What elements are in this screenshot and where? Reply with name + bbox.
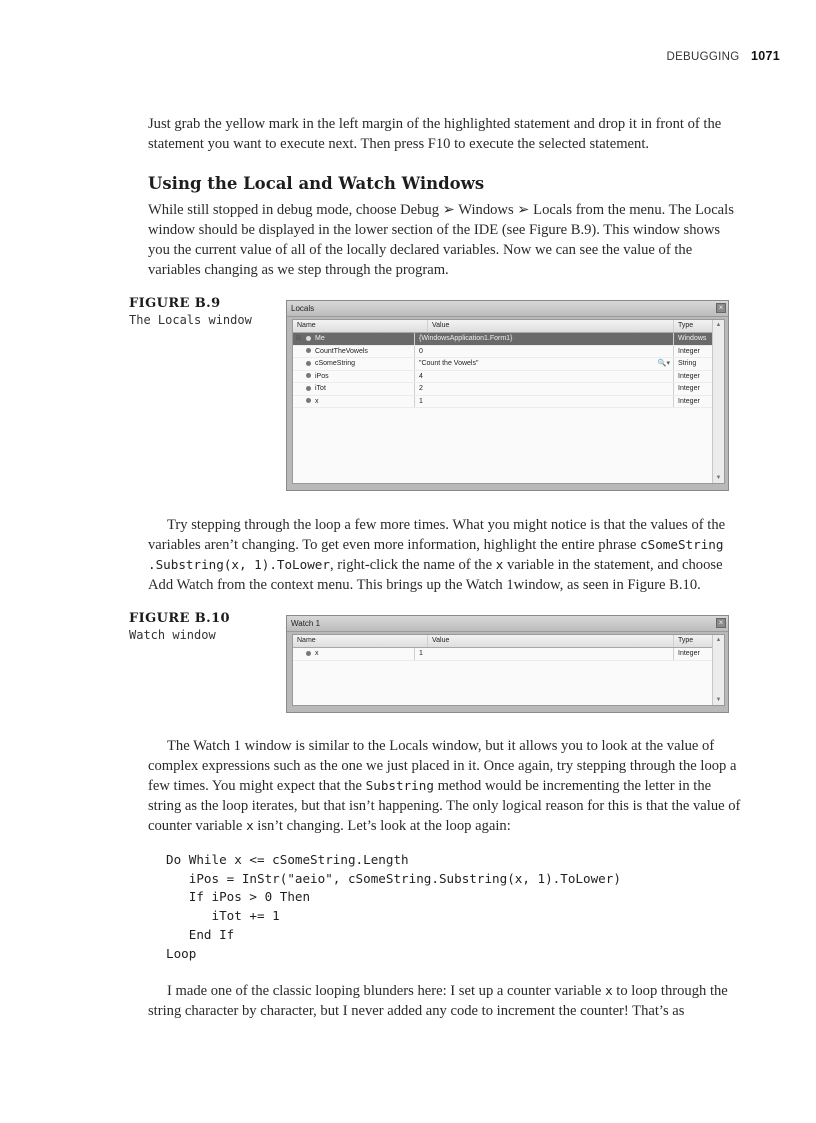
running-head [666,49,780,63]
close-icon[interactable]: × [716,303,726,313]
column-header-value[interactable]: Value [428,635,674,647]
variable-icon [306,398,311,403]
locals-row[interactable] [293,396,712,409]
inline-code: Substring [365,778,434,793]
locals-row[interactable] [293,346,712,359]
watch-window-title: Watch 1 [291,619,321,628]
variable-type: Windows [678,335,707,342]
variable-value[interactable]: 4 [415,371,674,383]
figure-b10-caption [129,611,230,642]
locals-grid-area [292,319,725,484]
variable-icon [306,361,311,366]
section-title: DEBUGGING [666,51,740,63]
watch-grid [293,635,712,661]
code-line: Do While x <= cSomeString.Length [166,852,409,867]
column-header-value[interactable]: Value [428,320,674,332]
scroll-down-icon[interactable]: ▼ [715,697,722,703]
figure-b10-title: Watch window [129,628,216,642]
locals-window-titlebar[interactable] [287,301,728,317]
watch-window [286,615,729,713]
code-line: If iPos > 0 Then [166,889,311,905]
code-line: iPos = InStr("aeio", cSomeString.Substring(x, 1).ToLower) [166,870,621,886]
inline-code: x [246,818,254,833]
paragraph-intro: Just grab the yellow mark in the left margin of the highlighted statement and drop it in front of the statement you want to execute next. Then press F10 to execute the selected statement. [148,116,722,152]
variable-icon [306,386,311,391]
close-icon[interactable]: × [716,618,726,628]
column-header-name[interactable]: Name [293,635,428,647]
watch-grid-area [292,634,725,706]
column-header-type[interactable]: Type [678,322,694,329]
expand-icon[interactable]: ⊞ [295,335,302,342]
column-header-type[interactable]: Type [678,637,694,644]
variable-name: x [315,397,319,405]
column-header-name[interactable]: Name [293,320,428,332]
variable-icon [306,336,311,341]
paragraph-watch-intro: Try stepping through the loop a few more times. What you might notice is that the values of the variables aren’t changing. To get even more information, highlight the entire phrase cSomeString .Substring(x, 1).ToLower, right-click the name of the x variable in the statement, and choose Add Watch from the context menu. This brings up the Watch 1window, as seen in Figure B.10. [148,517,726,593]
variable-type: String [678,360,697,367]
locals-row[interactable] [293,358,712,371]
vertical-scrollbar[interactable] [712,320,724,483]
variable-icon [306,651,311,656]
inline-code: cSomeString [640,537,724,552]
locals-row[interactable] [293,383,712,396]
watch-window-titlebar[interactable] [287,616,728,632]
figure-b9-label: FIGURE B.9 [129,296,221,311]
variable-type: Integer [678,397,700,405]
variable-value[interactable]: 1 [415,648,674,660]
variable-icon [306,373,311,378]
variable-value[interactable]: {WindowsApplication1.Form1} [415,333,674,345]
locals-window [286,300,729,491]
paragraph-watch-explain: The Watch 1 window is similar to the Locals window, but it allows you to look at the value of complex expressions such as the one we just placed in it. Once again, try stepping through the loop a few times. You might expect that the Substring method would be incrementing the letter in the string as the loop iterates, but that isn’t happening. The only logical reason for this is that the value of counter variable x isn’t changing. Let’s look at the loop again: [148,738,741,834]
locals-window-title: Locals [291,304,315,313]
figure-b9-caption [129,296,252,327]
locals-grid-header [293,320,712,333]
variable-value[interactable]: 2 [415,383,674,395]
inline-code: .Substring(x, 1).ToLower [148,557,330,572]
code-listing [166,851,621,963]
code-line: Loop [166,945,197,961]
vertical-scrollbar[interactable] [712,635,724,705]
variable-value[interactable]: 0 [415,346,674,358]
locals-row[interactable] [293,371,712,384]
paragraph-locals: While still stopped in debug mode, choose Debug ➢ Windows ➢ Locals from the menu. The Locals window should be displayed in the lower section of the IDE (see Figure B.9). This window shows you the current value of all of the locally declared variables. Now we can see the value of the variables changing as we step through the program. [148,202,734,278]
figure-b10-label: FIGURE B.10 [129,611,230,626]
variable-name: cSomeString [315,360,356,367]
code-line: End If [166,926,235,942]
watch-grid-header [293,635,712,648]
paragraph-blunder: I made one of the classic looping blunders here: I set up a counter variable x to loop through the string character by character, but I never added any code to increment the counter! That’s as [148,983,728,1019]
variable-name: iTot [315,385,326,392]
section-heading: Using the Local and Watch Windows [148,174,485,193]
figure-b9-title: The Locals window [129,313,252,327]
variable-icon [306,348,311,353]
variable-name: CountTheVowels [315,347,368,355]
variable-value[interactable]: "Count the Vowels" [419,360,479,367]
variable-type: Integer [678,347,700,355]
variable-name: Me [315,335,325,342]
inline-code: x [605,983,613,998]
scroll-down-icon[interactable]: ▼ [715,475,722,481]
variable-name: iPos [315,372,329,380]
variable-type: Integer [678,372,700,380]
variable-type: Integer [678,385,700,392]
magnifier-icon[interactable]: 🔍▾ [657,360,670,367]
locals-grid [293,320,712,408]
variable-value[interactable]: 1 [415,396,674,408]
page-number: 1071 [750,49,780,63]
code-line: iTot += 1 [166,908,280,924]
scroll-up-icon[interactable]: ▲ [715,637,722,643]
scroll-up-icon[interactable]: ▲ [715,322,722,328]
locals-row-me[interactable] [293,333,712,346]
watch-row[interactable] [293,648,712,661]
variable-type: Integer [678,650,700,657]
inline-code: x [495,557,504,572]
variable-name: x [315,650,319,657]
